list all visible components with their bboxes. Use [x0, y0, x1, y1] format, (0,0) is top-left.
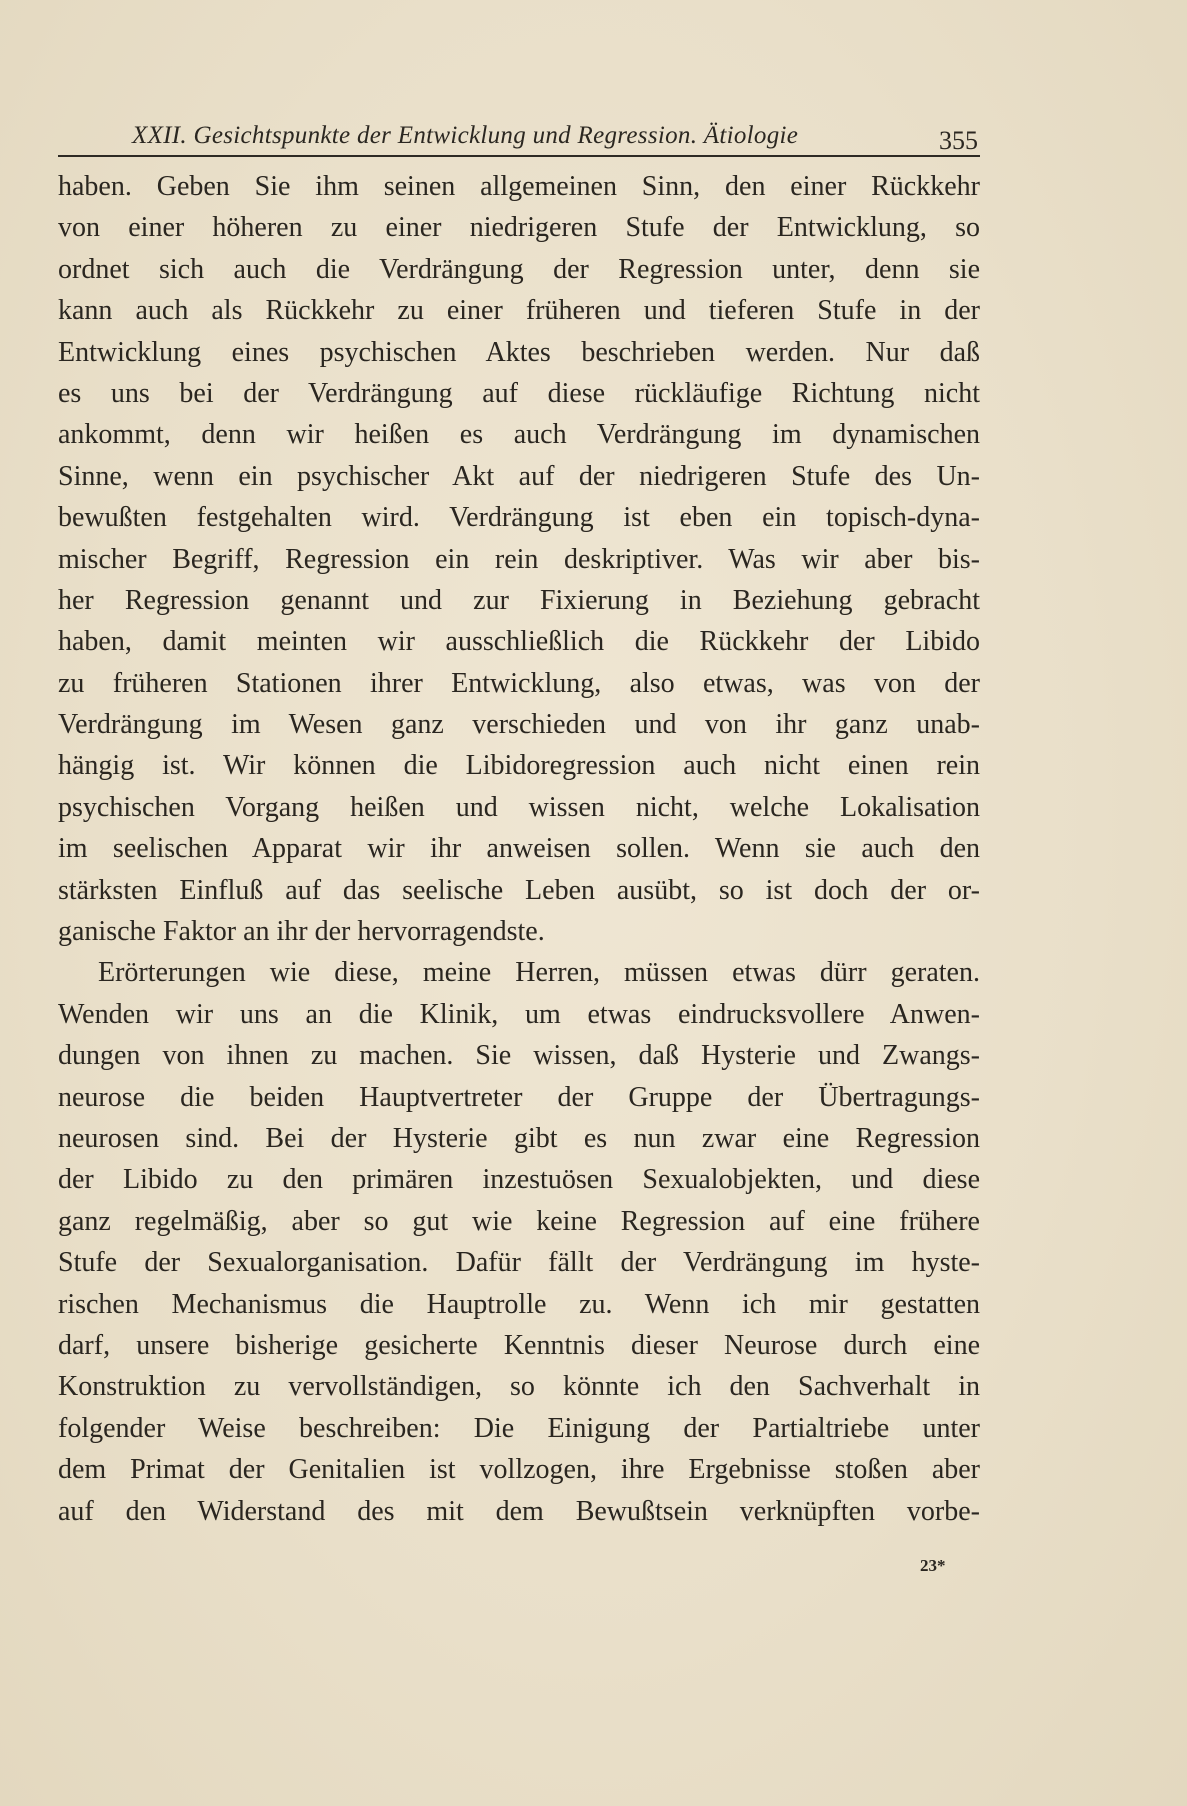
running-title: XXII. Gesichtspunkte der Entwicklung und Regression. Ätiologie — [132, 122, 799, 149]
text-line: folgender Weise beschreiben: Die Einigung der Partialtriebe unter — [58, 1412, 980, 1444]
paragraph-end-line: ganische Faktor an ihr der hervorragendste. — [58, 916, 545, 948]
text-line: ganz regelmäßig, aber so gut wie keine Regression auf eine frühere — [58, 1205, 980, 1237]
text-line: es uns bei der Verdrängung auf diese rückläufige Richtung nicht — [58, 377, 980, 409]
text-line: Entwicklung eines psychischen Aktes beschrieben werden. Nur daß — [58, 336, 980, 368]
page-number: 355 — [939, 126, 978, 155]
text-line: neurosen sind. Bei der Hysterie gibt es nun zwar eine Regression — [58, 1122, 980, 1154]
text-line: Sinne, wenn ein psychischer Akt auf der niedrigeren Stufe des Un- — [58, 460, 980, 492]
text-line: der Libido zu den primären inzestuösen Sexualobjekten, und diese — [58, 1164, 980, 1196]
text-line: neurose die beiden Hauptvertreter der Gruppe der Übertragungs- — [58, 1081, 980, 1113]
text-line: ordnet sich auch die Verdrängung der Regression unter, denn sie — [58, 253, 980, 285]
text-line: im seelischen Apparat wir ihr anweisen sollen. Wenn sie auch den — [58, 833, 980, 865]
text-line: hängig ist. Wir können die Libidoregression auch nicht einen rein — [58, 750, 980, 782]
text-line: mischer Begriff, Regression ein rein deskriptiver. Was wir aber bis- — [58, 543, 980, 575]
text-line: rischen Mechanismus die Hauptrolle zu. Wenn ich mir gestatten — [58, 1288, 980, 1320]
signature-mark: 23* — [920, 1556, 946, 1575]
text-line: zu früheren Stationen ihrer Entwicklung, also etwas, was von der — [58, 667, 980, 699]
text-line: haben. Geben Sie ihm seinen allgemeinen Sinn, den einer Rückkehr — [58, 171, 980, 202]
text-line: psychischen Vorgang heißen und wissen nicht, welche Lokalisation — [58, 791, 980, 823]
running-head — [58, 118, 980, 155]
body-text — [58, 166, 980, 1532]
text-line: darf, unsere bisherige gesicherte Kenntnis dieser Neurose durch eine — [58, 1329, 980, 1361]
text-line: stärksten Einfluß auf das seelische Leben ausübt, so ist doch der or- — [58, 874, 980, 906]
text-line: dem Primat der Genitalien ist vollzogen, ihre Ergebnisse stoßen aber — [58, 1454, 980, 1486]
header-rule — [58, 155, 980, 157]
paragraph-start-line: Erörterungen wie diese, meine Herren, müssen etwas dürr geraten. — [98, 957, 980, 989]
text-line: auf den Widerstand des mit dem Bewußtsein verknüpften vorbe- — [58, 1495, 980, 1527]
text-line: Konstruktion zu vervollständigen, so könnte ich den Sachverhalt in — [58, 1371, 980, 1403]
text-line: haben, damit meinten wir ausschließlich die Rückkehr der Libido — [58, 626, 980, 658]
text-line: Stufe der Sexualorganisation. Dafür fällt der Verdrängung im hyste- — [58, 1247, 980, 1279]
text-line: dungen von ihnen zu machen. Sie wissen, daß Hysterie und Zwangs- — [58, 1040, 980, 1072]
text-line: ankommt, denn wir heißen es auch Verdrängung im dynamischen — [58, 419, 980, 451]
text-line: Verdrängung im Wesen ganz verschieden und von ihr ganz unab- — [58, 709, 980, 741]
text-line: kann auch als Rückkehr zu einer früheren und tieferen Stufe in der — [58, 295, 980, 327]
text-line: her Regression genannt und zur Fixierung in Beziehung gebracht — [58, 584, 980, 616]
text-line: bewußten festgehalten wird. Verdrängung ist eben ein topisch-dyna- — [58, 502, 980, 534]
text-line: von einer höheren zu einer niedrigeren Stufe der Entwicklung, so — [58, 212, 980, 244]
text-line: Wenden wir uns an die Klinik, um etwas eindrucksvollere Anwen- — [58, 998, 980, 1030]
